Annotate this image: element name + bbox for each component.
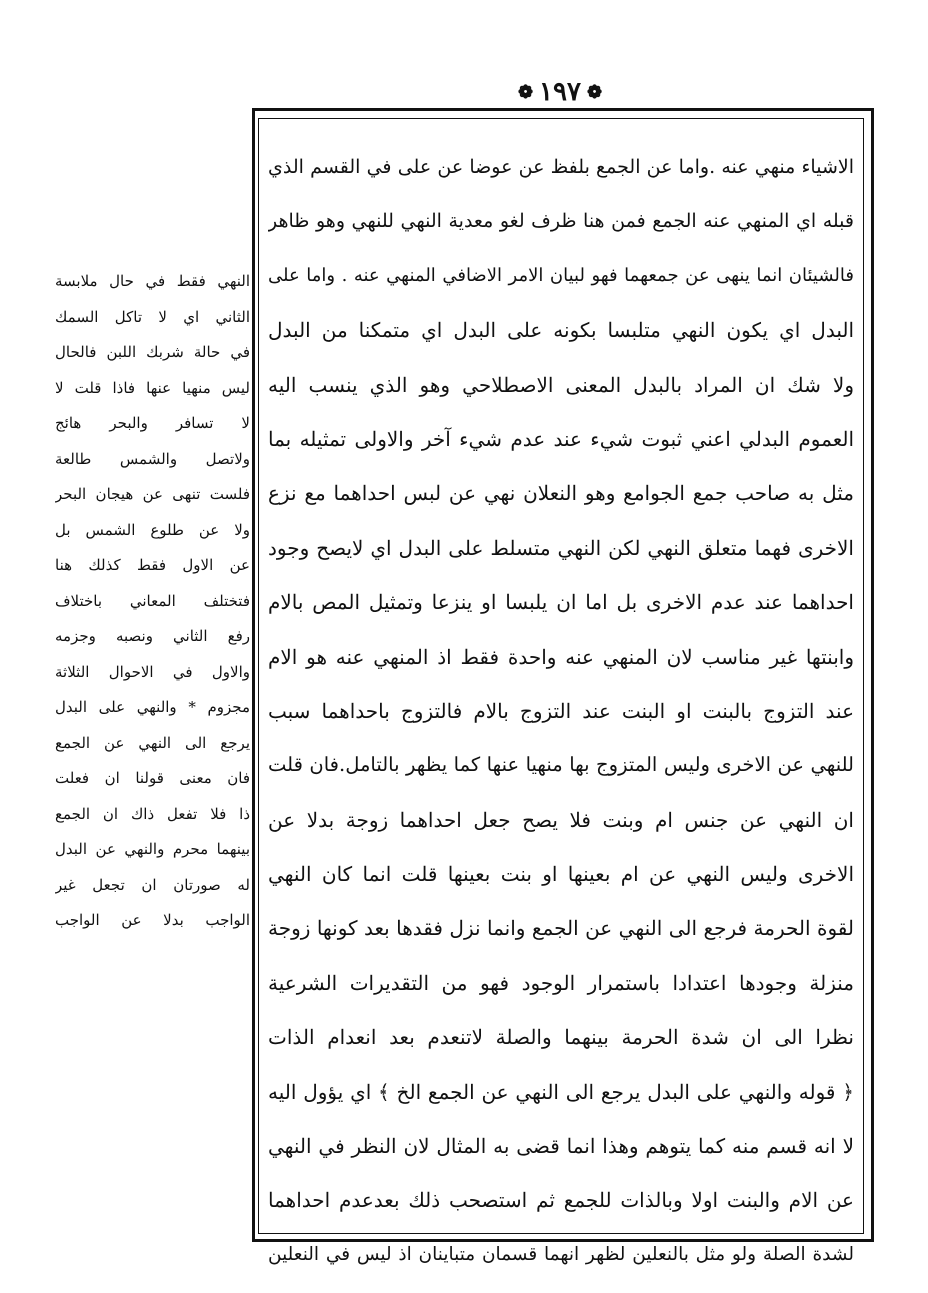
page-number-header (500, 72, 620, 112)
margin-text-line: لا تسافر والبحر هائج (55, 414, 250, 432)
main-text-line: مثل به صاحب جمع الجوامع وهو النعلان نهي عن لبس احداهما مع نزع (268, 481, 854, 506)
margin-text-line: فتختلف المعاني باختلاف (55, 591, 250, 610)
margin-text-line: مجزوم * والنهي على البدل (55, 698, 250, 716)
main-text-body (268, 140, 854, 1265)
margin-text-line: ولاتصل والشمس طالعة (55, 449, 250, 468)
margin-text-line: الثاني اي لا تاكل السمك (55, 307, 250, 326)
main-text-line: عند التزوج بالبنت او البنت عند التزوج بالام فالتزوج باحداهما سبب (268, 698, 854, 723)
margin-text-line: ولا عن طلوع الشمس بل (55, 520, 250, 539)
main-text-line: العموم البدلي اعني ثبوت شيء عند عدم شيء آخر والاولى تمثيله بما (268, 426, 854, 451)
main-text-line: للنهي عن الاخرى وليس المتزوج بها منهيا عنها كما يظهر بالتامل.فان قلت (268, 753, 854, 777)
margin-text-line: عن الاول فقط كذلك هنا (55, 556, 250, 574)
main-text-line: ﴿ قوله والنهي على البدل يرجع الى النهي عن الجمع الخ ﴾ اي يؤول اليه (268, 1079, 854, 1104)
main-text-line: البدل اي يكون النهي متلبسا بكونه على البدل اي متمكنا من البدل (268, 318, 854, 343)
margin-text-line: ليس منهيا عنها فاذا قلت لا (55, 378, 250, 397)
main-text-line: لقوة الحرمة فرجع الى النهي عن الجمع وانما نزل فقدها بعد كونها زوجة (268, 916, 854, 941)
margin-text-line: رفع الثاني ونصبه وجزمه (55, 627, 250, 645)
margin-text-line: والاول في الاحوال الثلاثة (55, 662, 250, 681)
margin-text-line: النهي فقط في حال ملابسة (55, 272, 250, 290)
main-text-line: ان النهي عن جنس ام وبنت فلا يصح جعل احداهما زوجة بدلا عن (268, 807, 854, 832)
margin-text-line: بينهما محرم والنهي عن البدل (55, 840, 250, 858)
main-text-line: لشدة الصلة ولو مثل بالنعلين لظهر انهما قسمان متباينان اذ ليس في النعلين (268, 1243, 854, 1265)
margin-text-line: يرجع الى النهي عن الجمع (55, 733, 250, 752)
margin-text-line: له صورتان ان تجعل غير (55, 875, 250, 894)
margin-text-line: فلست تنهى عن هيجان البحر (55, 485, 250, 503)
main-text-line: الاشياء منهي عنه .واما عن الجمع بلفظ عن عوضا عن على في القسم الذي (268, 156, 854, 178)
margin-text-line: الواجب بدلا عن الواجب (55, 911, 250, 929)
main-text-line: عن الام والبنت اولا وبالذات للجمع ثم استصحب ذلك بعدعدم احداهما (268, 1188, 854, 1213)
main-text-line: قبله اي المنهي عنه الجمع فمن هنا ظرف لغو معدية النهي للنهي وهو ظاهر (268, 210, 854, 233)
main-text-line: احداهما عند عدم الاخرى بل اما ان يلبسا او ينزعا وتمثيل المص بالام (268, 590, 854, 615)
main-text-line: الاخرى وليس النهي عن ام بعينها او بنت بعينها قلت انما كان النهي (268, 862, 854, 887)
ornament-right-icon: ❁ (517, 81, 534, 103)
main-text-line: منزلة وجودها اعتدادا باستمرار الوجود فهو من التقديرات الشرعية (268, 970, 854, 995)
margin-text-line: فان معنى قولنا ان فعلت (55, 769, 250, 787)
margin-text-line: في حالة شربك اللبن فالحال (55, 343, 250, 361)
main-text-line: نظرا الى ان شدة الحرمة بينهما والصلة لاتنعدم بعد انعدام الذات (268, 1025, 854, 1050)
main-text-line: فالشيئان انما ينهى عن جمعهما فهو لبيان الامر الاضافي المنهي عنه . واما على (268, 264, 854, 286)
main-text-line: لا انه قسم منه كما يتوهم وهذا انما قضى به المثال لان النظر في النهي (268, 1134, 854, 1159)
main-text-line: وابنتها غير مناسب لان المنهي عنه واحدة فقط اذ المنهي عنه هو الام (268, 644, 854, 669)
ornament-left-icon: ❁ (586, 81, 603, 103)
page-number: ١٩٧ (539, 77, 581, 107)
main-text-line: الاخرى فهما متعلق النهي لكن النهي متسلط على البدل اي لايصح وجود (268, 535, 854, 560)
main-text-line: ولا شك ان المراد بالبدل المعنى الاصطلاحي وهو الذي ينسب اليه (268, 372, 854, 397)
margin-text-line: ذا فلا تفعل ذاك ان الجمع (55, 804, 250, 823)
margin-commentary (55, 264, 250, 939)
